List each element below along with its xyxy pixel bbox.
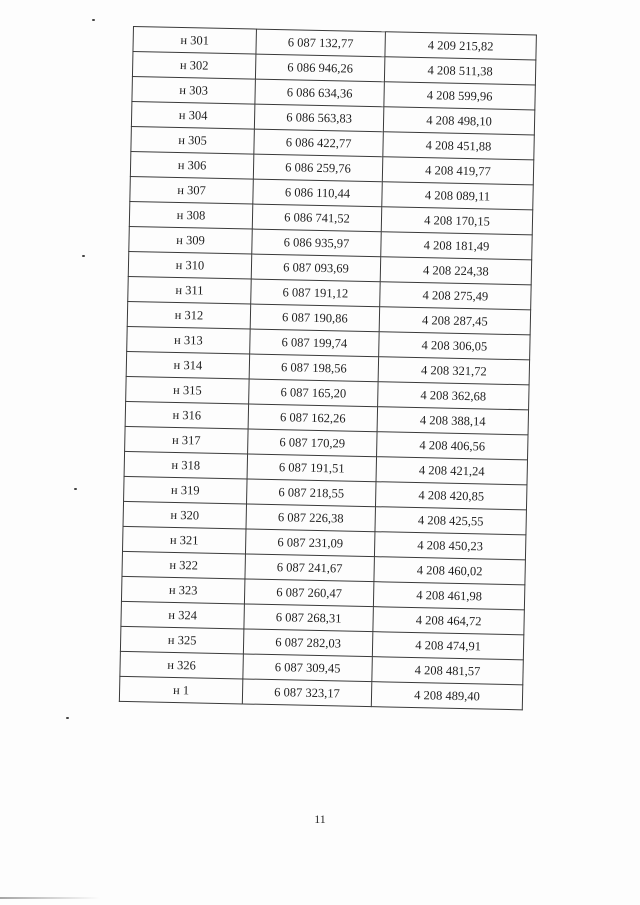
x-coordinate-cell: 6 087 241,67 xyxy=(245,554,374,582)
y-coordinate-cell: 4 208 599,96 xyxy=(384,82,535,110)
x-coordinate-cell: 6 087 093,69 xyxy=(251,254,380,282)
scan-speck xyxy=(82,255,85,257)
point-id-cell: н 315 xyxy=(126,376,249,404)
coordinates-table-body xyxy=(119,27,536,710)
point-id-cell: н 302 xyxy=(132,52,255,80)
x-coordinate-cell: 6 087 199,74 xyxy=(250,329,379,357)
x-coordinate-cell: 6 086 741,52 xyxy=(252,204,381,232)
y-coordinate-cell: 4 208 451,88 xyxy=(383,132,534,160)
y-coordinate-cell: 4 208 362,68 xyxy=(378,382,529,410)
point-id-cell: н 309 xyxy=(129,226,252,254)
point-id-cell: н 316 xyxy=(125,401,248,429)
y-coordinate-cell: 4 208 181,49 xyxy=(381,232,532,260)
x-coordinate-cell: 6 087 198,56 xyxy=(249,354,378,382)
point-id-cell: н 318 xyxy=(124,451,247,479)
y-coordinate-cell: 4 208 460,02 xyxy=(374,557,525,585)
scan-speck xyxy=(74,488,77,490)
point-id-cell: н 311 xyxy=(128,276,251,304)
point-id-cell: н 317 xyxy=(125,426,248,454)
point-id-cell: н 322 xyxy=(122,551,245,579)
y-coordinate-cell: 4 208 421,24 xyxy=(376,457,527,485)
x-coordinate-cell: 6 086 259,76 xyxy=(253,154,382,182)
x-coordinate-cell: 6 087 260,47 xyxy=(244,579,373,607)
y-coordinate-cell: 4 208 464,72 xyxy=(373,607,524,635)
point-id-cell: н 303 xyxy=(132,76,255,104)
x-coordinate-cell: 6 087 191,12 xyxy=(251,279,380,307)
y-coordinate-cell: 4 208 425,55 xyxy=(375,507,526,535)
x-coordinate-cell: 6 087 282,03 xyxy=(243,629,372,657)
x-coordinate-cell: 6 086 946,26 xyxy=(255,54,384,82)
x-coordinate-cell: 6 087 162,26 xyxy=(248,404,377,432)
point-id-cell: н 313 xyxy=(127,326,250,354)
y-coordinate-cell: 4 208 481,57 xyxy=(372,657,523,685)
x-coordinate-cell: 6 086 563,83 xyxy=(254,104,383,132)
page-number: 11 xyxy=(314,812,326,826)
y-coordinate-cell: 4 208 474,91 xyxy=(372,632,523,660)
y-coordinate-cell: 4 209 215,82 xyxy=(385,32,536,60)
y-coordinate-cell: 4 208 275,49 xyxy=(380,282,531,310)
y-coordinate-cell: 4 208 321,72 xyxy=(378,357,529,385)
y-coordinate-cell: 4 208 406,56 xyxy=(377,432,528,460)
x-coordinate-cell: 6 086 634,36 xyxy=(255,79,384,107)
x-coordinate-cell: 6 087 309,45 xyxy=(243,654,372,682)
scan-edge-shadow xyxy=(0,897,100,899)
point-id-cell: н 326 xyxy=(120,651,243,679)
point-id-cell: н 324 xyxy=(121,601,244,629)
point-id-cell: н 305 xyxy=(131,126,254,154)
y-coordinate-cell: 4 208 461,98 xyxy=(373,582,524,610)
x-coordinate-cell: 6 087 226,38 xyxy=(246,504,375,532)
point-id-cell: н 1 xyxy=(119,676,242,704)
point-id-cell: н 323 xyxy=(121,576,244,604)
scan-speck xyxy=(66,717,69,719)
y-coordinate-cell: 4 208 450,23 xyxy=(374,532,525,560)
x-coordinate-cell: 6 087 191,51 xyxy=(247,454,376,482)
x-coordinate-cell: 6 086 422,77 xyxy=(254,129,383,157)
y-coordinate-cell: 4 208 498,10 xyxy=(383,107,534,135)
x-coordinate-cell: 6 087 170,29 xyxy=(248,429,377,457)
y-coordinate-cell: 4 208 287,45 xyxy=(379,307,530,335)
point-id-cell: н 319 xyxy=(124,476,247,504)
y-coordinate-cell: 4 208 489,40 xyxy=(371,682,522,710)
y-coordinate-cell: 4 208 420,85 xyxy=(375,482,526,510)
x-coordinate-cell: 6 087 323,17 xyxy=(242,679,371,707)
y-coordinate-cell: 4 208 089,11 xyxy=(382,182,533,210)
y-coordinate-cell: 4 208 306,05 xyxy=(379,332,530,360)
x-coordinate-cell: 6 087 132,77 xyxy=(256,29,385,57)
point-id-cell: н 320 xyxy=(123,501,246,529)
y-coordinate-cell: 4 208 419,77 xyxy=(382,157,533,185)
x-coordinate-cell: 6 087 190,86 xyxy=(250,304,379,332)
x-coordinate-cell: 6 087 231,09 xyxy=(245,529,374,557)
x-coordinate-cell: 6 087 165,20 xyxy=(249,379,378,407)
y-coordinate-cell: 4 208 170,15 xyxy=(381,207,532,235)
point-id-cell: н 310 xyxy=(128,251,251,279)
point-id-cell: н 307 xyxy=(130,176,253,204)
y-coordinate-cell: 4 208 224,38 xyxy=(380,257,531,285)
point-id-cell: н 321 xyxy=(122,526,245,554)
point-id-cell: н 312 xyxy=(127,301,250,329)
x-coordinate-cell: 6 087 218,55 xyxy=(247,479,376,507)
point-id-cell: н 308 xyxy=(129,201,252,229)
y-coordinate-cell: 4 208 511,38 xyxy=(384,57,535,85)
point-id-cell: н 304 xyxy=(131,101,254,129)
x-coordinate-cell: 6 086 110,44 xyxy=(253,179,382,207)
point-id-cell: н 314 xyxy=(126,351,249,379)
scan-speck xyxy=(92,19,95,21)
y-coordinate-cell: 4 208 388,14 xyxy=(377,407,528,435)
point-id-cell: н 306 xyxy=(130,151,253,179)
coordinates-table-wrapper xyxy=(119,26,533,710)
coordinates-table xyxy=(119,26,537,710)
x-coordinate-cell: 6 087 268,31 xyxy=(244,604,373,632)
x-coordinate-cell: 6 086 935,97 xyxy=(252,229,381,257)
point-id-cell: н 301 xyxy=(133,27,256,55)
point-id-cell: н 325 xyxy=(120,626,243,654)
